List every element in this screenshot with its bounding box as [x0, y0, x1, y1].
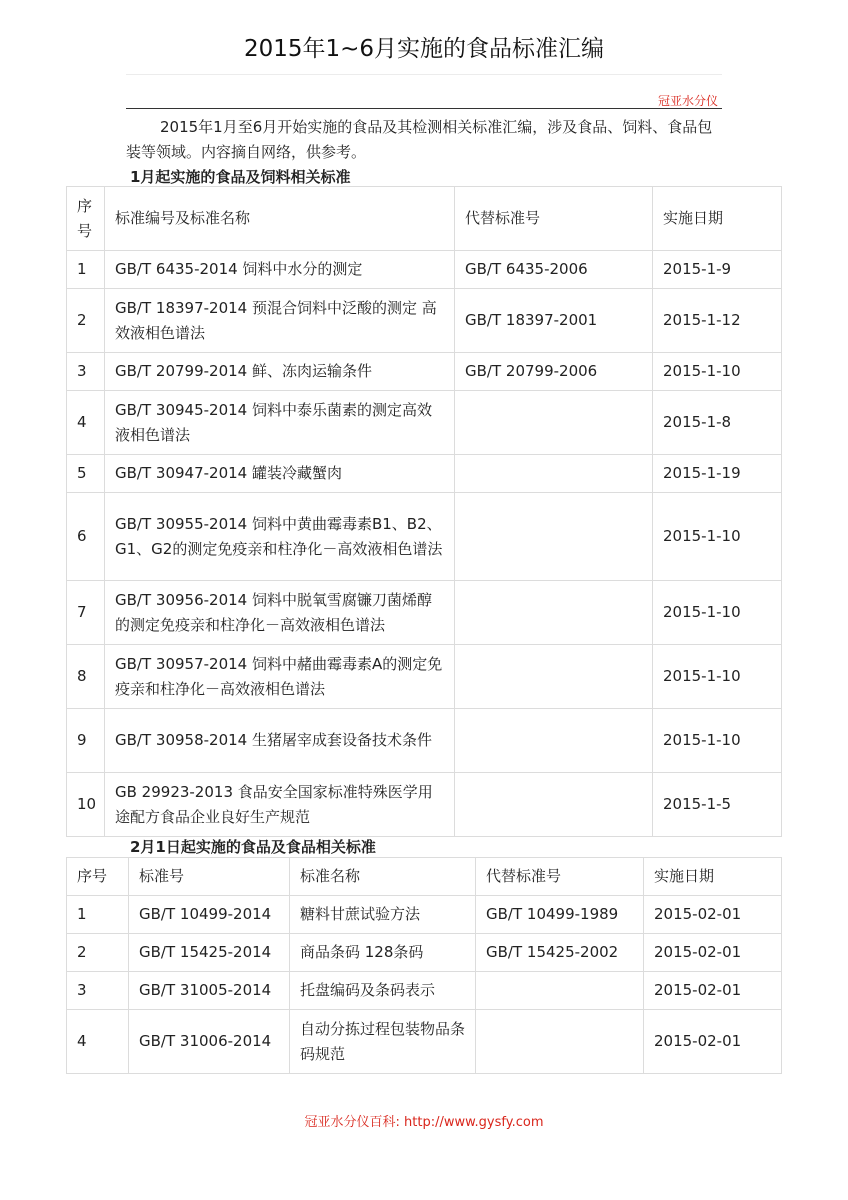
- table-cell: 8: [67, 645, 105, 709]
- standards-table-january: [66, 186, 782, 837]
- table-cell: 2015-02-01: [644, 972, 782, 1010]
- table-cell: GB/T 6435-2014 饲料中水分的测定: [105, 251, 455, 289]
- table-cell: [455, 493, 653, 581]
- column-header: 标准号: [129, 858, 290, 896]
- column-header: 序号: [67, 858, 129, 896]
- table-cell: 1: [67, 896, 129, 934]
- table-cell: 5: [67, 455, 105, 493]
- column-header: 代替标准号: [476, 858, 644, 896]
- column-header: 序号: [67, 187, 105, 251]
- table-cell: GB/T 18397-2014 预混合饲料中泛酸的测定 高效液相色谱法: [105, 289, 455, 353]
- table-cell: 10: [67, 773, 105, 837]
- column-header: 标准名称: [290, 858, 476, 896]
- table-row: [67, 455, 782, 493]
- table-row: [67, 493, 782, 581]
- table-row: [67, 1010, 782, 1074]
- table-cell: [455, 773, 653, 837]
- footer-link[interactable]: 冠亚水分仪百科: http://www.gysfy.com: [304, 1115, 544, 1130]
- table-header-row: [67, 858, 782, 896]
- table-row: [67, 251, 782, 289]
- page-title: 2015年1~6月实施的食品标准汇编: [243, 36, 605, 62]
- table-cell: GB/T 30947-2014 罐装冷藏蟹肉: [105, 455, 455, 493]
- table-cell: GB/T 30958-2014 生猪屠宰成套设备技术条件: [105, 709, 455, 773]
- table-cell: 4: [67, 391, 105, 455]
- table-cell: GB/T 30956-2014 饲料中脱氧雪腐镰刀菌烯醇的测定免疫亲和柱净化－高效液相色谱法: [105, 581, 455, 645]
- table-cell: GB/T 6435-2006: [455, 251, 653, 289]
- section2-title: 2月1日起实施的食品及食品相关标准: [130, 838, 376, 856]
- table-cell: 4: [67, 1010, 129, 1074]
- table-cell: [455, 455, 653, 493]
- table-cell: 商品条码 128条码: [290, 934, 476, 972]
- table-cell: 2015-02-01: [644, 934, 782, 972]
- table-cell: 托盘编码及条码表示: [290, 972, 476, 1010]
- table-cell: 2015-1-10: [653, 709, 782, 773]
- standards-table-february: [66, 857, 782, 1074]
- table-cell: 1: [67, 251, 105, 289]
- table-cell: 自动分拣过程包装物品条码规范: [290, 1010, 476, 1074]
- table-cell: 2015-02-01: [644, 1010, 782, 1074]
- brand-label: 冠亚水分仪: [657, 94, 718, 108]
- table-cell: [455, 391, 653, 455]
- table-row: [67, 972, 782, 1010]
- table-row: [67, 581, 782, 645]
- table-header-row: [67, 187, 782, 251]
- table-cell: GB/T 10499-2014: [129, 896, 290, 934]
- table-cell: 2015-1-10: [653, 645, 782, 709]
- table-cell: 2015-1-5: [653, 773, 782, 837]
- table-cell: [476, 1010, 644, 1074]
- table-cell: [476, 972, 644, 1010]
- table-row: [67, 645, 782, 709]
- table-row: [67, 353, 782, 391]
- table-cell: GB/T 31005-2014: [129, 972, 290, 1010]
- table-cell: GB/T 20799-2014 鲜、冻肉运输条件: [105, 353, 455, 391]
- table-row: [67, 773, 782, 837]
- table-cell: 3: [67, 353, 105, 391]
- table-cell: 2015-1-10: [653, 493, 782, 581]
- table-cell: GB 29923-2013 食品安全国家标准特殊医学用途配方食品企业良好生产规范: [105, 773, 455, 837]
- table-cell: 2015-1-10: [653, 581, 782, 645]
- table-cell: GB/T 31006-2014: [129, 1010, 290, 1074]
- table-cell: 2: [67, 289, 105, 353]
- table-row: [67, 289, 782, 353]
- table-cell: 2015-1-12: [653, 289, 782, 353]
- table-row: [67, 709, 782, 773]
- table-cell: 糖料甘蔗试验方法: [290, 896, 476, 934]
- table-cell: GB/T 18397-2001: [455, 289, 653, 353]
- column-header: 实施日期: [644, 858, 782, 896]
- header-rule: [126, 108, 722, 109]
- table-cell: GB/T 15425-2002: [476, 934, 644, 972]
- table-cell: GB/T 30955-2014 饲料中黄曲霉毒素B1、B2、G1、G2的测定免疫亲和柱净化－高效液相色谱法: [105, 493, 455, 581]
- column-header: 标准编号及标准名称: [105, 187, 455, 251]
- table-cell: GB/T 30957-2014 饲料中赭曲霉毒素A的测定免疫亲和柱净化－高效液相色谱法: [105, 645, 455, 709]
- table-cell: 2015-1-10: [653, 353, 782, 391]
- table-cell: GB/T 30945-2014 饲料中泰乐菌素的测定高效液相色谱法: [105, 391, 455, 455]
- table-cell: GB/T 15425-2014: [129, 934, 290, 972]
- section1-title: 1月起实施的食品及饲料相关标准: [130, 168, 351, 186]
- table-cell: GB/T 20799-2006: [455, 353, 653, 391]
- table-cell: 2: [67, 934, 129, 972]
- table-row: [67, 896, 782, 934]
- table-cell: 9: [67, 709, 105, 773]
- table-cell: [455, 645, 653, 709]
- table-cell: 7: [67, 581, 105, 645]
- table-cell: 2015-1-8: [653, 391, 782, 455]
- table-cell: 6: [67, 493, 105, 581]
- table-row: [67, 391, 782, 455]
- table-cell: GB/T 10499-1989: [476, 896, 644, 934]
- table-cell: 2015-02-01: [644, 896, 782, 934]
- table-cell: [455, 709, 653, 773]
- title-divider: [126, 74, 722, 75]
- table-cell: 2015-1-9: [653, 251, 782, 289]
- column-header: 实施日期: [653, 187, 782, 251]
- table-row: [67, 934, 782, 972]
- table-cell: 2015-1-19: [653, 455, 782, 493]
- table-cell: 3: [67, 972, 129, 1010]
- column-header: 代替标准号: [455, 187, 653, 251]
- intro-paragraph: 2015年1月至6月开始实施的食品及其检测相关标准汇编，涉及食品、饲料、食品包装等领域。内容摘自网络，供参考。: [126, 118, 713, 161]
- table-cell: [455, 581, 653, 645]
